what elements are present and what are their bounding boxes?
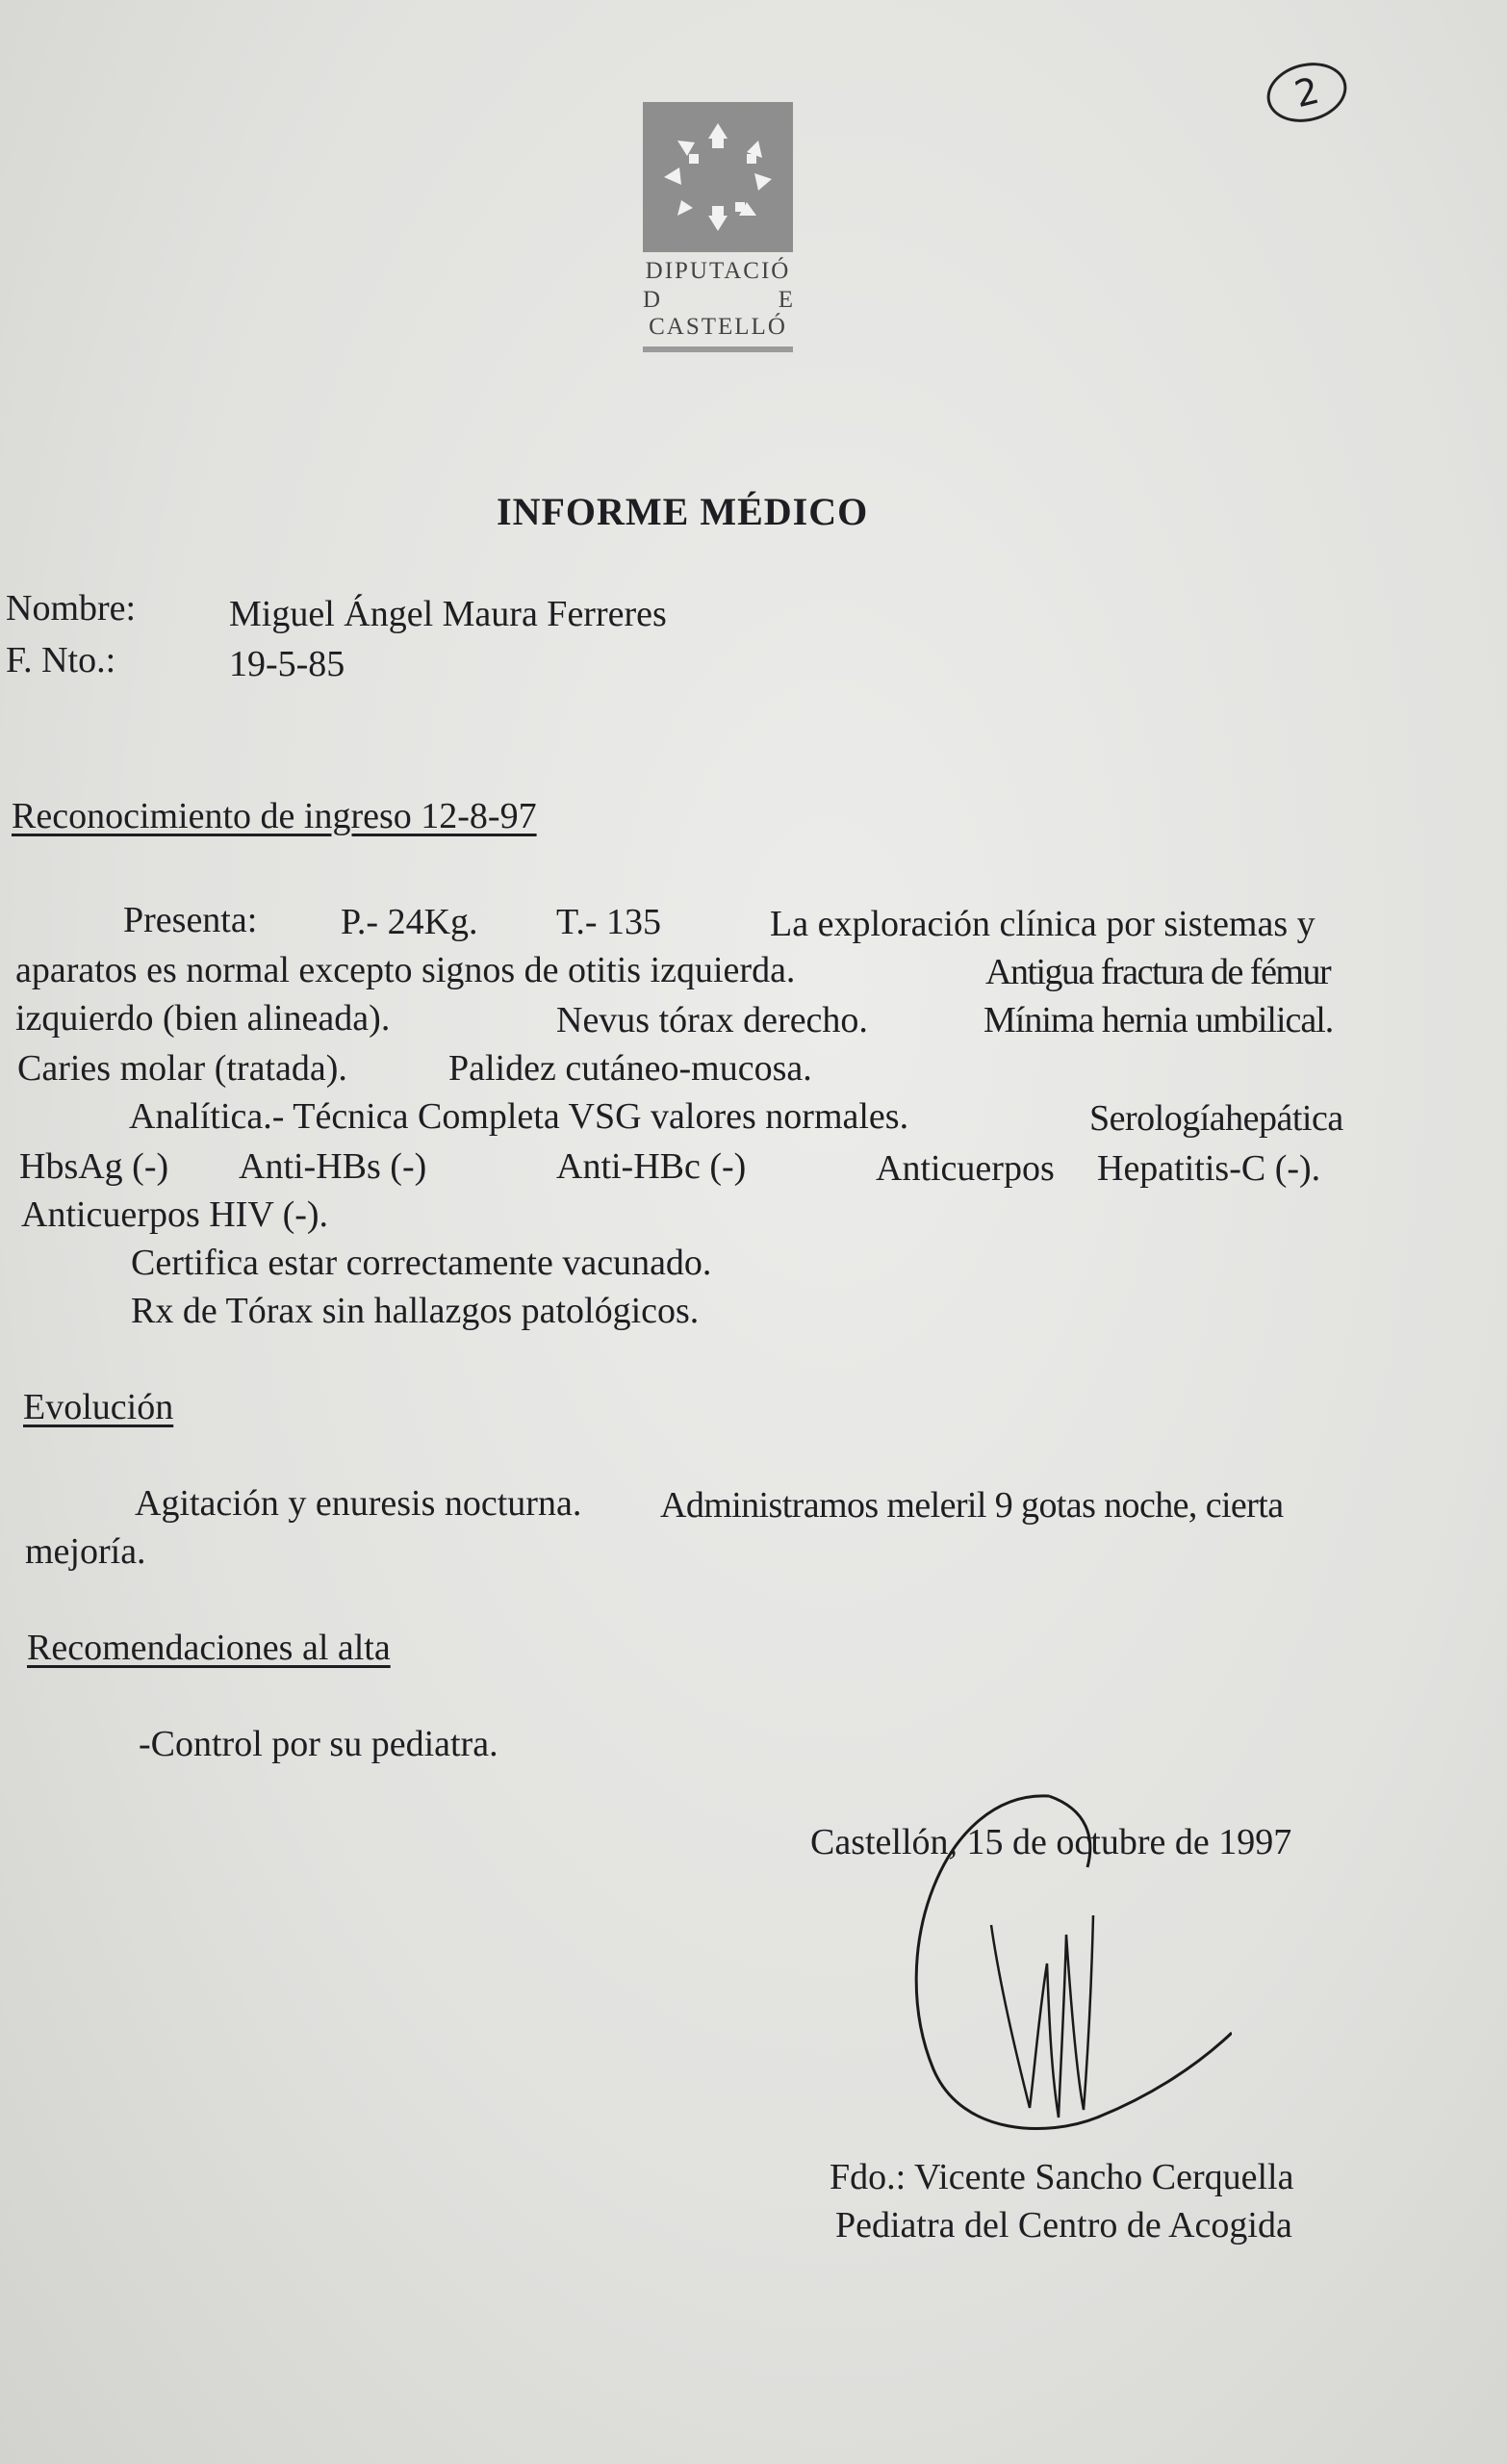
- exploration-text-8: Palidez cutáneo-mucosa.: [448, 1048, 812, 1089]
- logo-letter-e: E: [778, 287, 793, 313]
- analitica-text: Analítica.- Técnica Completa VSG valores normales.: [129, 1096, 909, 1137]
- exploration-text-2: aparatos es normal excepto signos de otitis izquierda.: [15, 950, 796, 990]
- exploration-text-3: Antigua fractura de fémur: [985, 952, 1331, 992]
- diputacio-logo: [643, 102, 793, 252]
- signed-by: Fdo.: Vicente Sancho Cerquella: [830, 2157, 1294, 2197]
- presenta-label: Presenta:: [123, 900, 258, 940]
- section-heading-recomendaciones: Recomendaciones al alta: [27, 1628, 391, 1668]
- logo-letter-d: D: [643, 287, 661, 313]
- anti-hbs-result: Anti-HBs (-): [239, 1146, 427, 1187]
- vacunado-text: Certifica estar correctamente vacunado.: [131, 1243, 712, 1283]
- page-title: INFORME MÉDICO: [497, 490, 869, 533]
- evolucion-text-1: Agitación y enuresis nocturna.: [135, 1483, 582, 1524]
- signer-role: Pediatra del Centro de Acogida: [835, 2205, 1292, 2246]
- height-value: T.- 135: [556, 902, 662, 942]
- hbsag-result: HbsAg (-): [19, 1146, 169, 1187]
- logo-underline: [643, 346, 793, 352]
- exploration-text-5: Nevus tórax derecho.: [556, 1000, 868, 1040]
- dob-label: F. Nto.:: [6, 640, 116, 680]
- rx-text: Rx de Tórax sin hallazgos patológicos.: [131, 1291, 700, 1331]
- logo-text-de: [643, 287, 793, 314]
- anti-hbc-result: Anti-HBc (-): [556, 1146, 747, 1187]
- serologia-text: Serologíahepática: [1089, 1098, 1343, 1139]
- section-heading-evolucion: Evolución: [23, 1387, 174, 1427]
- place-date: Castellón, 15 de octubre de 1997: [810, 1822, 1292, 1862]
- dob-value: 19-5-85: [229, 644, 345, 684]
- recomendacion-item: -Control por su pediatra.: [139, 1724, 498, 1764]
- exploration-text-4: izquierdo (bien alineada).: [15, 998, 391, 1039]
- evolucion-text-2: Administramos meleril 9 gotas noche, cierta: [660, 1485, 1284, 1526]
- page-number-mark: 2: [1261, 55, 1353, 131]
- anticuerpos-label: Anticuerpos: [876, 1148, 1055, 1189]
- name-value: Miguel Ángel Maura Ferreres: [229, 594, 667, 634]
- name-label: Nombre:: [6, 588, 137, 629]
- exploration-text-1: La exploración clínica por sistemas y: [770, 904, 1315, 944]
- exploration-text-7: Caries molar (tratada).: [17, 1048, 347, 1089]
- exploration-text-6: Mínima hernia umbilical.: [983, 1000, 1334, 1040]
- logo-text-diputacio: DIPUTACIÓ: [645, 258, 791, 284]
- hiv-result: Anticuerpos HIV (-).: [21, 1194, 329, 1235]
- weight-value: P.- 24Kg.: [341, 902, 478, 942]
- hepatitis-c-result: Hepatitis-C (-).: [1097, 1148, 1321, 1189]
- logo-text-castello: CASTELLÓ: [649, 314, 787, 340]
- evolucion-text-3: mejoría.: [25, 1531, 146, 1572]
- handwritten-signature: [905, 1781, 1232, 2146]
- section-heading-ingreso: Reconocimiento de ingreso 12-8-97: [12, 796, 537, 836]
